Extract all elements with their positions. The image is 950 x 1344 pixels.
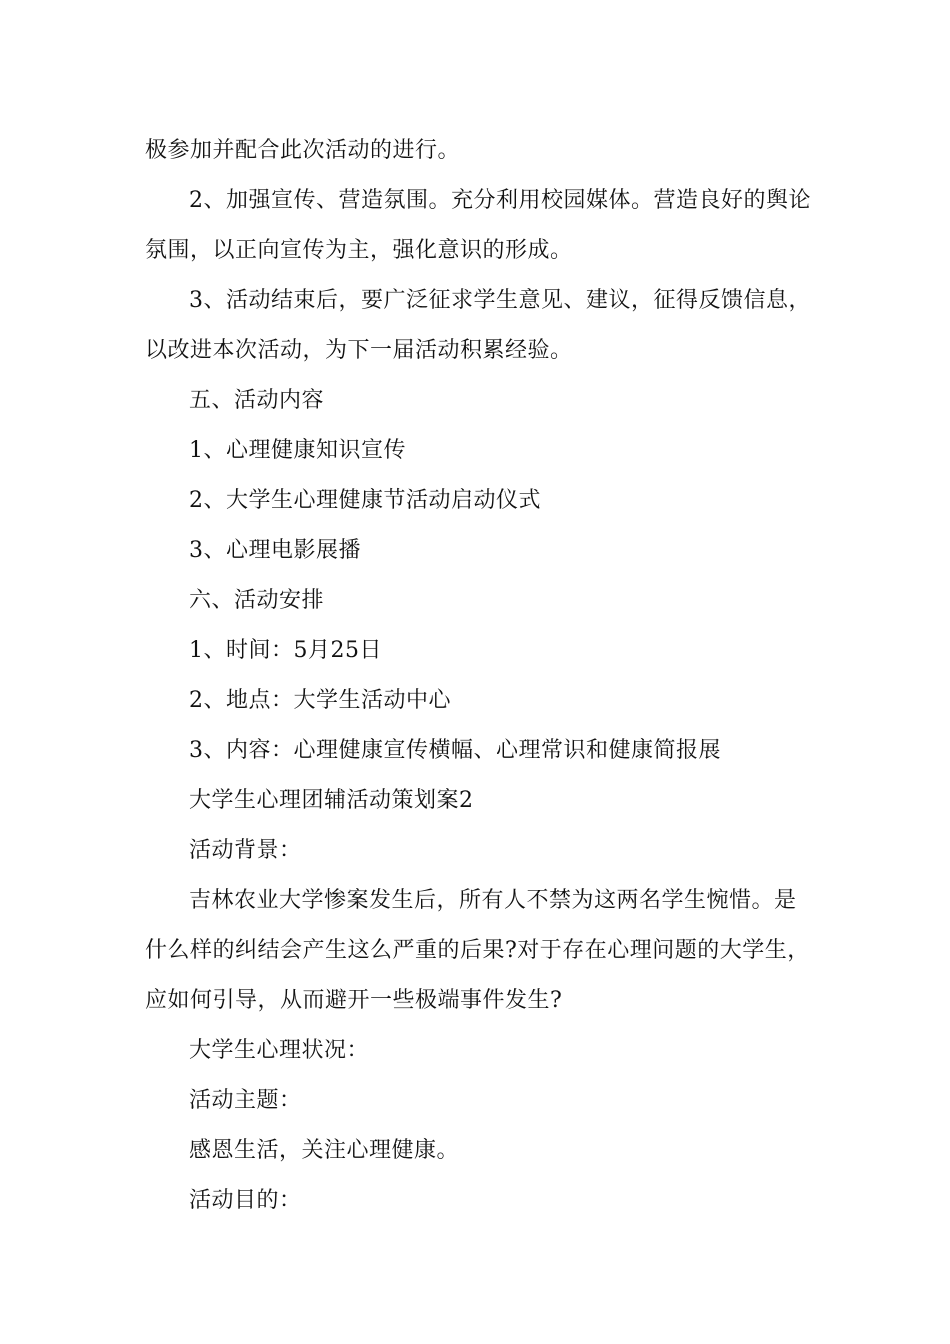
heading-status: 大学生心理状况： (189, 1038, 370, 1063)
paragraph-continuation: 什么样的纠结会产生这么严重的后果?对于存在心理问题的大学生， (145, 938, 810, 963)
document-title: 大学生心理团辅活动策划案2 (189, 788, 474, 813)
list-item-feedback: 3、活动结束后，要广泛征求学生意见、建议，征得反馈信息， (189, 288, 811, 313)
list-item-publicity: 2、加强宣传、营造氛围。充分利用校园媒体。营造良好的舆论 (189, 188, 811, 213)
section-heading-content: 五、活动内容 (189, 388, 325, 413)
heading-background: 活动背景： (189, 838, 302, 863)
heading-theme: 活动主题： (189, 1088, 302, 1113)
section-heading-schedule: 六、活动安排 (189, 588, 325, 613)
heading-purpose: 活动目的： (189, 1188, 302, 1213)
paragraph-background: 吉林农业大学惨案发生后，所有人不禁为这两名学生惋惜。是 (189, 888, 797, 913)
paragraph-continuation: 以改进本次活动，为下一届活动积累经验。 (145, 338, 573, 363)
list-item-content: 3、内容：心理健康宣传横幅、心理常识和健康简报展 (189, 738, 721, 763)
list-item: 2、大学生心理健康节活动启动仪式 (189, 488, 541, 513)
paragraph-theme: 感恩生活，关注心理健康。 (189, 1138, 460, 1163)
list-item-location: 2、地点：大学生活动中心 (189, 688, 451, 713)
document-body (145, 126, 810, 1226)
list-item: 3、心理电影展播 (189, 538, 361, 563)
list-item-time: 1、时间：5月25日 (189, 638, 382, 663)
paragraph-continuation: 氛围，以正向宣传为主，强化意识的形成。 (145, 238, 573, 263)
paragraph-continuation: 应如何引导，从而避开一些极端事件发生? (145, 988, 563, 1013)
paragraph-continuation: 极参加并配合此次活动的进行。 (145, 138, 461, 163)
list-item: 1、心理健康知识宣传 (189, 438, 406, 463)
